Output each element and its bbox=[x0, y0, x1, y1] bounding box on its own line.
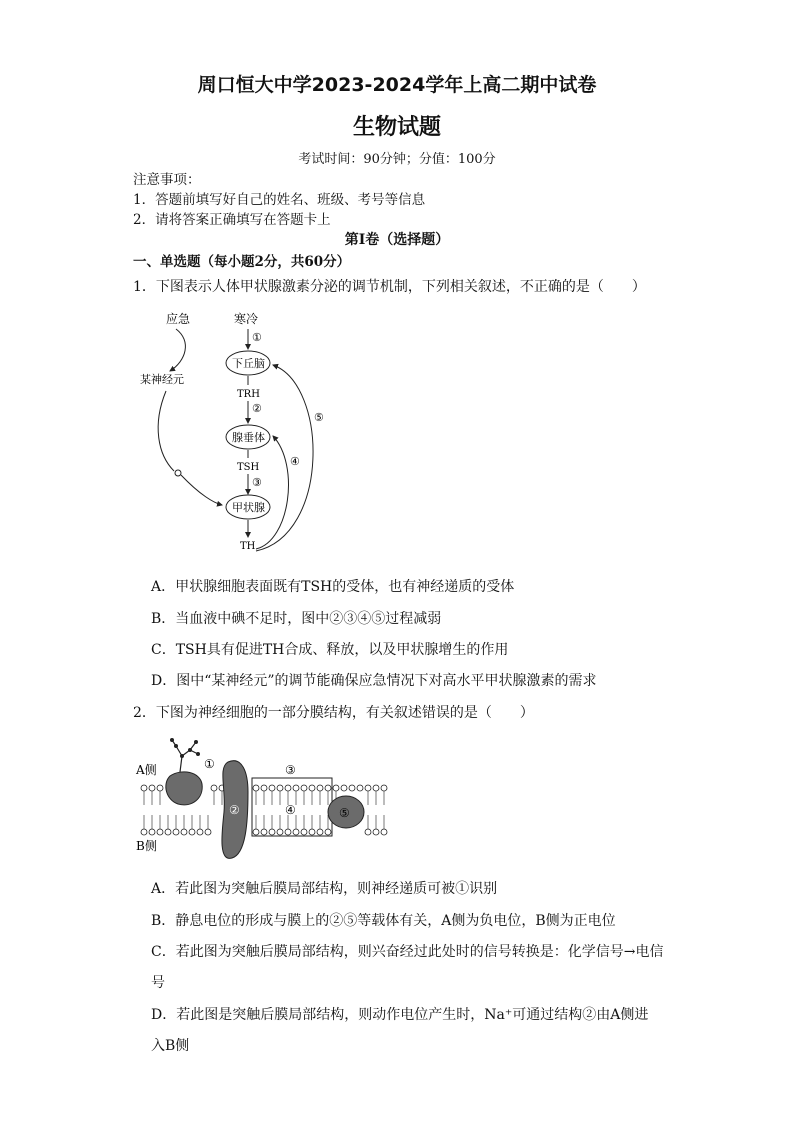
label-side-a: A侧 bbox=[136, 763, 157, 777]
note-item-1: 1．答题前填写好自己的姓名、班级、考号等信息 bbox=[133, 192, 426, 208]
marker-4: ④ bbox=[285, 803, 296, 817]
marker-1: ① bbox=[204, 757, 215, 771]
label-emergency: 应急 bbox=[166, 312, 191, 326]
label-pituitary: 腺垂体 bbox=[232, 431, 265, 444]
note-item-2: 2．请将答案正确填写在答题卡上 bbox=[133, 212, 331, 228]
step-2: ② bbox=[252, 402, 262, 415]
thyroid-regulation-diagram bbox=[130, 305, 360, 560]
section-part: 一、单选题（每小题2分，共60分） bbox=[133, 254, 351, 270]
section-title: 第I卷（选择题） bbox=[344, 232, 450, 248]
step-5: ⑤ bbox=[314, 411, 324, 424]
q2-option-d-continued: 入B侧 bbox=[151, 1038, 190, 1054]
receptor-protein bbox=[166, 772, 202, 805]
label-th: TH bbox=[240, 541, 256, 552]
q2-option-d: D．若此图是突触后膜局部结构，则动作电位产生时，Na⁺可通过结构②由A侧进 bbox=[151, 1007, 649, 1023]
q1-option-a: A．甲状腺细胞表面既有TSH的受体，也有神经递质的受体 bbox=[151, 579, 515, 595]
label-cold: 寒冷 bbox=[234, 312, 259, 326]
label-trh: TRH bbox=[237, 389, 260, 400]
exam-title: 周口恒大中学2023-2024学年上高二期中试卷 bbox=[197, 74, 597, 96]
q1-option-c: C．TSH具有促进TH合成、释放，以及甲状腺增生的作用 bbox=[151, 642, 509, 658]
exam-info: 考试时间：90分钟；分值：100分 bbox=[298, 152, 496, 167]
step-4: ④ bbox=[290, 455, 300, 468]
subject-title: 生物试题 bbox=[352, 115, 441, 140]
q2-option-c: C．若此图为突触后膜局部结构，则兴奋经过此处时的信号转换是：化学信号→电信 bbox=[151, 944, 664, 960]
q2-option-a: A．若此图为突触后膜局部结构，则神经递质可被①识别 bbox=[151, 881, 498, 897]
marker-2: ② bbox=[229, 803, 240, 817]
marker-5: ⑤ bbox=[339, 806, 350, 820]
notes-heading: 注意事项： bbox=[133, 172, 201, 188]
label-tsh: TSH bbox=[237, 462, 260, 473]
q2-option-b: B．静息电位的形成与膜上的②⑤等载体有关，A侧为负电位，B侧为正电位 bbox=[151, 913, 616, 929]
label-neuron: 某神经元 bbox=[140, 373, 184, 386]
label-side-b: B侧 bbox=[136, 839, 157, 853]
label-hypothalamus: 下丘脑 bbox=[232, 357, 265, 370]
q1-option-b: B．当血液中碘不足时，图中②③④⑤过程减弱 bbox=[151, 611, 442, 627]
membrane-structure-diagram bbox=[132, 732, 392, 862]
q1-option-d: D．图中“某神经元”的调节能确保应急情况下对高水平甲状腺激素的需求 bbox=[151, 673, 597, 689]
question-2-stem: 2．下图为神经细胞的一部分膜结构，有关叙述错误的是（ ） bbox=[133, 705, 534, 721]
question-1-stem: 1．下图表示人体甲状腺激素分泌的调节机制，下列相关叙述，不正确的是（ ） bbox=[133, 279, 646, 295]
q2-option-c-continued: 号 bbox=[151, 975, 165, 991]
step-3: ③ bbox=[252, 476, 262, 489]
marker-3: ③ bbox=[285, 763, 296, 777]
step-1: ① bbox=[252, 331, 262, 344]
label-thyroid: 甲状腺 bbox=[232, 501, 265, 514]
